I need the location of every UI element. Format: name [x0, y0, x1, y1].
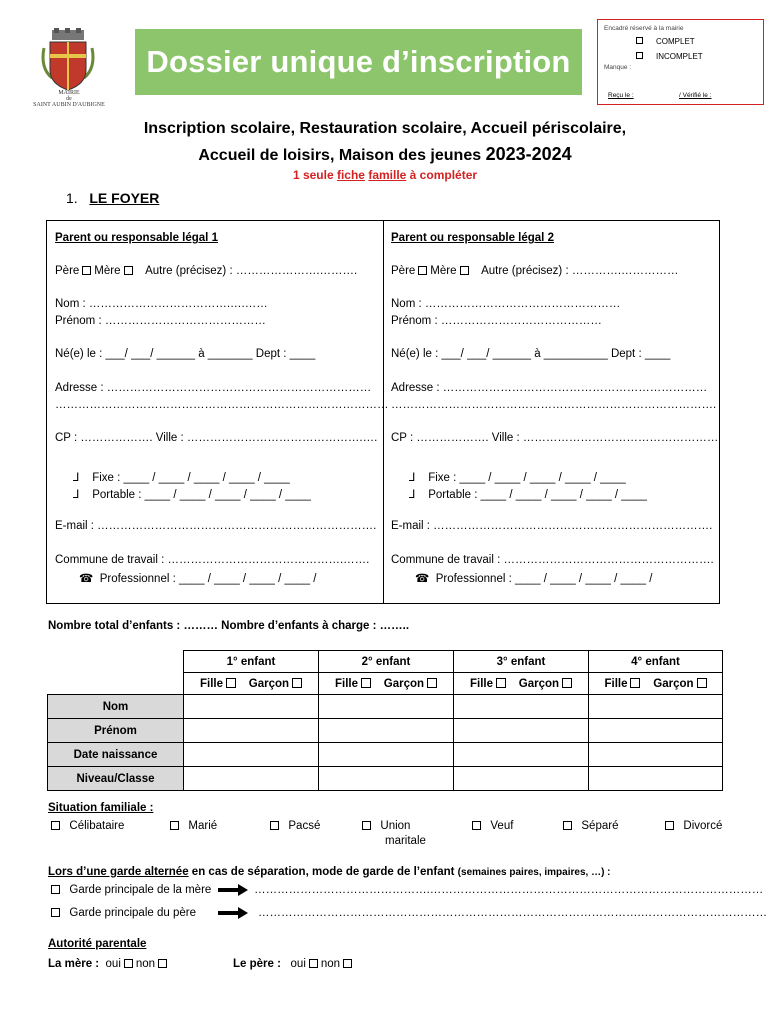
- phone-icon: ⅃: [409, 472, 416, 484]
- pere-non-checkbox[interactable]: [343, 959, 352, 968]
- complet-checkbox[interactable]: [636, 37, 643, 44]
- child2-sex: [319, 673, 454, 695]
- parent2-cp-ville-text: ………………. Ville : ……………………………………………: [416, 432, 719, 444]
- situation-divorce[interactable]: [665, 820, 722, 832]
- separe-checkbox[interactable]: [563, 821, 572, 830]
- arrow-right-icon: [218, 909, 248, 917]
- table-cell[interactable]: [184, 695, 319, 719]
- table-corner: [48, 673, 184, 695]
- parent1-pere-checkbox[interactable]: [82, 266, 91, 275]
- pacse-label: Pacsé: [288, 820, 321, 832]
- table-cell[interactable]: [184, 743, 319, 767]
- garde-mere-checkbox[interactable]: [51, 885, 60, 894]
- veuf-label: Veuf: [490, 820, 514, 832]
- table-cell[interactable]: [319, 695, 454, 719]
- garde-title-rest: en cas de séparation, mode de garde de l’enfant: [188, 866, 458, 878]
- garde-title-underlined: Lors d’une garde alternée: [48, 866, 189, 878]
- mairie-line2: de: [66, 96, 72, 102]
- parent2-title: Parent ou responsable légal 2: [391, 232, 554, 244]
- recu-le-label: Reçu le :: [608, 92, 634, 99]
- town-crest-icon: [38, 28, 98, 94]
- note-pre: 1 seule: [292, 168, 337, 182]
- complet-label: COMPLET: [656, 37, 695, 46]
- child1-sex: [184, 673, 319, 695]
- garde-mere[interactable]: [51, 884, 763, 896]
- table-cell[interactable]: [454, 767, 589, 791]
- table-cell[interactable]: [589, 767, 723, 791]
- row-label-niveau-classe: Niveau/Classe: [48, 767, 184, 791]
- separe-label: Séparé: [581, 820, 619, 832]
- section-heading-foyer: [66, 190, 159, 206]
- column-divider: [383, 221, 384, 603]
- parent2-mere-label: Mère: [430, 265, 457, 277]
- pere-oui-checkbox[interactable]: [309, 959, 318, 968]
- table-cell[interactable]: [589, 719, 723, 743]
- autorite-mere-label: La mère :: [48, 958, 100, 970]
- table-row: [48, 695, 723, 719]
- garcon-label: Garçon: [653, 677, 694, 690]
- garcon-label: Garçon: [518, 677, 560, 690]
- garde-mere-label: Garde principale de la mère: [69, 884, 212, 896]
- telephone-icon: ☎: [79, 573, 94, 585]
- garcon-label: Garçon: [248, 677, 290, 690]
- parent2-role: [391, 265, 679, 277]
- manque-label: Manque :: [604, 64, 632, 71]
- garcon-checkbox[interactable]: [292, 678, 302, 688]
- table-cell[interactable]: [589, 743, 723, 767]
- parent2-adresse[interactable]: Adresse : ……………………………………………………………: [391, 382, 708, 394]
- fille-checkbox[interactable]: [496, 678, 506, 688]
- parent2-adresse-line2[interactable]: ………………………………………………………………………….: [391, 399, 717, 411]
- garde-title: [48, 866, 611, 878]
- intro-line2-text: Accueil de loisirs, Maison des jeunes: [198, 147, 482, 164]
- garde-mere-details[interactable]: ……………………………………….……………………………………………………………………………: [254, 884, 764, 896]
- mobile-icon: ⅃: [409, 489, 416, 501]
- fille-checkbox[interactable]: [226, 678, 236, 688]
- situation-union[interactable]: [362, 820, 410, 832]
- union-label: Union: [380, 820, 411, 832]
- oui-label: oui: [290, 958, 306, 970]
- union-checkbox[interactable]: [362, 821, 371, 830]
- fille-checkbox[interactable]: [361, 678, 371, 688]
- situation-celibataire[interactable]: [51, 820, 124, 832]
- parent1-cp-ville-text: ………………. Ville : ……………………………………….….: [80, 432, 378, 444]
- incomplet-label: INCOMPLET: [656, 52, 703, 61]
- row-label-nom: Nom: [48, 695, 184, 719]
- foyer-table: [46, 220, 720, 604]
- garde-title-hint: (semaines paires, impaires, …) :: [457, 867, 611, 878]
- mobile-icon: ⅃: [73, 489, 80, 501]
- situation-title: Situation familiale :: [48, 802, 154, 814]
- parent1-pro-text: Professionnel : ____ / ____ / ____ / ____ /: [99, 573, 317, 585]
- child4-header: 4° enfant: [589, 651, 723, 673]
- telephone-icon: ☎: [415, 573, 430, 585]
- note-fiche: fiche: [336, 168, 365, 182]
- table-cell[interactable]: [319, 719, 454, 743]
- parent1-fixe-text: Fixe : ____ / ____ / ____ / ____ / ____: [92, 472, 290, 484]
- parent2-cp-label: CP :: [391, 432, 414, 444]
- table-cell[interactable]: [454, 695, 589, 719]
- parent2-fixe[interactable]: [409, 470, 626, 484]
- page-title: Dossier unique d’inscription: [135, 29, 582, 95]
- intro-line2: [0, 144, 770, 165]
- mairie-line1: MAIRIE: [58, 90, 80, 96]
- table-row: [48, 719, 723, 743]
- parent2-nom[interactable]: Nom : ……………………………………………: [391, 298, 621, 310]
- fille-label: Fille: [334, 677, 358, 690]
- pacse-checkbox[interactable]: [270, 821, 279, 830]
- child2-header: 2° enfant: [319, 651, 454, 673]
- one-form-note: [0, 168, 770, 182]
- intro-line1: Inscription scolaire, Restauration scolaire, Accueil périscolaire,: [143, 120, 627, 137]
- garde-pere-label: Garde principale du père: [69, 907, 196, 919]
- situation-separe[interactable]: [563, 820, 618, 832]
- mere-oui-checkbox[interactable]: [124, 959, 133, 968]
- parent1-naissance[interactable]: Né(e) le : ___/ ___/ ______ à _______ Dept : ____: [55, 348, 316, 360]
- table-cell[interactable]: [454, 719, 589, 743]
- parent1-fixe[interactable]: [73, 470, 290, 484]
- marie-label: Marié: [188, 820, 218, 832]
- parent1-role: [55, 265, 357, 277]
- incomplet-checkbox[interactable]: [636, 52, 643, 59]
- parent2-autre[interactable]: Autre (précisez) : ………….……………: [481, 265, 679, 277]
- parent1-autre[interactable]: Autre (précisez) : ………………….……….: [145, 265, 358, 277]
- parent1-nom[interactable]: Nom : ……………………………….….……: [55, 298, 268, 310]
- table-cell[interactable]: [319, 767, 454, 791]
- table-row: [48, 767, 723, 791]
- parent1-email[interactable]: E-mail : ……………………………………………………………….: [55, 520, 377, 532]
- note-famille: famille: [368, 168, 407, 182]
- marie-checkbox[interactable]: [170, 821, 179, 830]
- parent1-portable[interactable]: [73, 487, 311, 501]
- garde-pere[interactable]: [51, 907, 767, 919]
- garcon-checkbox[interactable]: [697, 678, 707, 688]
- parent2-pere-checkbox[interactable]: [418, 266, 427, 275]
- parent2-prenom[interactable]: Prénom : ……………………………………: [391, 315, 602, 327]
- garcon-checkbox[interactable]: [562, 678, 572, 688]
- table-cell[interactable]: [184, 719, 319, 743]
- parent2-pro-text: Professionnel : ____ / ____ / ____ / ____ /: [435, 573, 653, 585]
- parent2-commune[interactable]: Commune de travail : ……………………………………………….: [391, 554, 714, 566]
- section-title: LE FOYER: [89, 190, 160, 206]
- situation-pacse[interactable]: [270, 820, 320, 832]
- reserved-header: Encadré réservé à la mairie: [604, 25, 684, 32]
- table-cell[interactable]: [454, 743, 589, 767]
- garde-pere-details[interactable]: ……………………………………………………………………………………….……………………………: [257, 907, 768, 919]
- mere-non-checkbox[interactable]: [158, 959, 167, 968]
- table-cell[interactable]: [589, 695, 723, 719]
- parent1-adresse[interactable]: Adresse : ……………………………………………………………: [55, 382, 372, 394]
- table-row: [48, 743, 723, 767]
- parent1-mere-label: Mère: [94, 265, 121, 277]
- parent2-cp-ville[interactable]: [391, 432, 718, 444]
- section-number: 1.: [66, 190, 78, 206]
- autorite-mere: [48, 958, 170, 970]
- child3-header: 3° enfant: [454, 651, 589, 673]
- situation-marie[interactable]: [170, 820, 217, 832]
- celibataire-checkbox[interactable]: [51, 821, 60, 830]
- table-cell[interactable]: [184, 767, 319, 791]
- reserved-box: [597, 19, 764, 105]
- parent1-title: Parent ou responsable légal 1: [55, 232, 218, 244]
- parent2-fixe-text: Fixe : ____ / ____ / ____ / ____ / ____: [428, 472, 626, 484]
- phone-icon: ⅃: [73, 472, 80, 484]
- oui-label: oui: [105, 958, 121, 970]
- row-label-date-naissance: Date naissance: [48, 743, 184, 767]
- parent2-pro-phone[interactable]: [415, 571, 652, 585]
- parent1-prenom[interactable]: Prénom : ……………………………………: [55, 315, 266, 327]
- parent1-mere-checkbox[interactable]: [124, 266, 133, 275]
- garde-pere-checkbox[interactable]: [51, 908, 60, 917]
- children-totals[interactable]: Nombre total d’enfants : ……… Nombre d’enfants à charge : ……..: [48, 620, 410, 632]
- garcon-checkbox[interactable]: [427, 678, 437, 688]
- divorce-label: Divorcé: [683, 820, 723, 832]
- parent2-email[interactable]: E-mail : ……………………………………………………………….: [391, 520, 713, 532]
- children-table: [47, 650, 723, 791]
- parent1-portable-text: Portable : ____ / ____ / ____ / ____ / ____: [92, 489, 311, 501]
- fille-label: Fille: [469, 677, 493, 690]
- autorite-title: Autorité parentale: [48, 938, 147, 950]
- celibataire-label: Célibataire: [69, 820, 125, 832]
- veuf-checkbox[interactable]: [472, 821, 481, 830]
- parent2-mere-checkbox[interactable]: [460, 266, 469, 275]
- parent2-naissance[interactable]: Né(e) le : ___/ ___/ ______ à __________ Dept : ____: [391, 348, 671, 360]
- child4-sex: [589, 673, 723, 695]
- row-label-prenom: Prénom: [48, 719, 184, 743]
- non-label: non: [135, 958, 156, 970]
- parent1-pere-label: Père: [55, 265, 80, 277]
- table-cell[interactable]: [319, 743, 454, 767]
- parent1-pro-phone[interactable]: [79, 571, 316, 585]
- autorite-pere-label: Le père :: [233, 958, 281, 970]
- situation-veuf[interactable]: [472, 820, 513, 832]
- child3-sex: [454, 673, 589, 695]
- school-year: 2023-2024: [485, 144, 572, 164]
- autorite-pere: [233, 958, 355, 970]
- table-corner: [48, 651, 184, 673]
- parent1-adresse-line2[interactable]: ……………………………………………………………………………: [55, 399, 389, 411]
- fille-checkbox[interactable]: [630, 678, 640, 688]
- fille-label: Fille: [199, 677, 223, 690]
- verifie-le-label: / Vérifié le :: [679, 92, 712, 99]
- parent2-pere-label: Père: [391, 265, 416, 277]
- parent2-portable-text: Portable : ____ / ____ / ____ / ____ / ____: [428, 489, 647, 501]
- non-label: non: [320, 958, 341, 970]
- mairie-label: [28, 90, 110, 108]
- fille-label: Fille: [604, 677, 628, 690]
- parent1-commune[interactable]: Commune de travail : ……………………………………….…….: [55, 554, 370, 566]
- union-label-line2: maritale: [385, 835, 426, 847]
- parent1-cp-ville[interactable]: [55, 432, 377, 444]
- child1-header: 1° enfant: [184, 651, 319, 673]
- mairie-line3: SAINT AUBIN D'AUBIGNE: [33, 102, 105, 108]
- parent1-cp-label: CP :: [55, 432, 78, 444]
- arrow-right-icon: [218, 886, 248, 894]
- note-post: à compléter: [406, 168, 478, 182]
- divorce-checkbox[interactable]: [665, 821, 674, 830]
- parent2-portable[interactable]: [409, 487, 647, 501]
- garcon-label: Garçon: [383, 677, 425, 690]
